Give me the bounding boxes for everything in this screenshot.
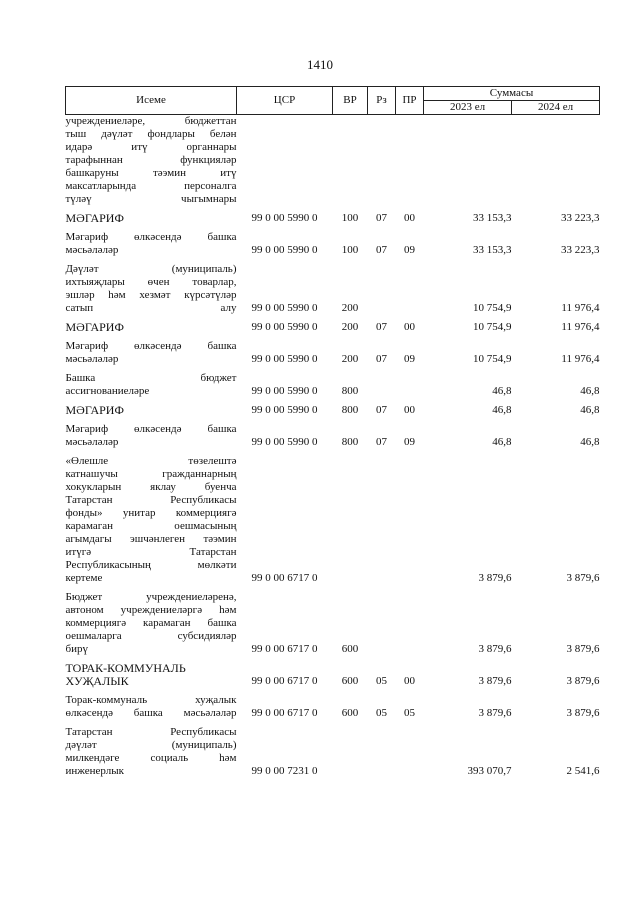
row-name — [66, 231, 237, 257]
table-row — [66, 340, 600, 366]
row-name-line: карамаган оешмасының — [65, 520, 237, 532]
row-vr: 600 — [341, 707, 359, 719]
row-csr: 99 0 00 6717 0 — [251, 707, 318, 719]
row-sum-2024: 11 976,4 — [561, 321, 600, 333]
row-name — [66, 726, 237, 778]
row-sum-2024: 33 223,3 — [561, 244, 600, 256]
row-name-line: Республикасының мөлкәти — [65, 559, 237, 571]
row-sum-2023: 10 754,9 — [473, 353, 512, 365]
table-row — [66, 662, 600, 688]
row-name-line: итүгә Татарстан — [65, 546, 237, 558]
table-row — [66, 726, 600, 778]
row-name-line: МӘГАРИФ — [65, 403, 124, 417]
row-rz — [368, 591, 396, 656]
row-pr — [396, 591, 424, 656]
table-row — [66, 231, 600, 257]
row-pr: 00 — [404, 404, 415, 416]
row-name-line: эшләр һәм хезмәт күрсәтүләр — [65, 289, 237, 301]
table-row — [66, 212, 600, 225]
row-name-line: МӘГАРИФ — [65, 320, 124, 334]
row-vr — [333, 726, 368, 778]
row-name-line: Бюджет учреждениеләренә, — [65, 591, 237, 603]
row-name-line: милкендәге социаль һәм — [65, 752, 237, 764]
row-csr: 99 0 00 6717 0 — [251, 572, 318, 584]
row-name-line: түләү чыгымнары — [65, 193, 237, 205]
row-sum-2024: 33 223,3 — [561, 212, 600, 224]
row-sum-2024: 46,8 — [580, 385, 600, 397]
row-sum-2023: 3 879,6 — [478, 643, 512, 655]
row-name — [66, 321, 237, 334]
row-name-line: өлкәсендә башка мәсьәләләр — [65, 707, 237, 719]
row-name — [66, 591, 237, 656]
row-sum-2024: 3 879,6 — [566, 675, 600, 687]
row-name-line: МӘГАРИФ — [65, 211, 124, 225]
row-name-line: ассигнованиеләре — [65, 385, 150, 397]
row-sum-2023: 33 153,3 — [473, 244, 512, 256]
row-name-line: идарә итү органнары — [65, 141, 237, 153]
row-vr: 600 — [341, 643, 359, 655]
row-rz: 07 — [376, 353, 387, 365]
table-row — [66, 694, 600, 720]
row-sum-2024 — [512, 115, 600, 207]
row-name-line: ТОРАК-КОММУНАЛЬ — [65, 661, 186, 675]
row-rz — [368, 115, 396, 207]
row-rz: 07 — [376, 212, 387, 224]
row-name-line: бирү — [65, 643, 88, 655]
row-name — [66, 662, 237, 688]
row-csr: 99 0 00 5990 0 — [251, 212, 318, 224]
row-rz: 07 — [376, 244, 387, 256]
row-csr: 99 0 00 5990 0 — [251, 385, 318, 397]
table-row — [66, 321, 600, 334]
row-vr — [333, 115, 368, 207]
header-csr: ЦСР — [237, 87, 333, 115]
row-csr: 99 0 00 5990 0 — [251, 436, 318, 448]
row-sum-2024: 3 879,6 — [566, 707, 600, 719]
row-pr — [396, 455, 424, 585]
row-pr: 09 — [404, 244, 415, 256]
row-sum-2023: 3 879,6 — [478, 572, 512, 584]
row-name-line: ХУҖАЛЫК — [65, 674, 129, 688]
table-row — [66, 455, 600, 585]
row-name-line: агымдагы эшчәнлеген тәэмин — [65, 533, 237, 545]
row-sum-2023: 46,8 — [492, 404, 512, 416]
row-sum-2024: 46,8 — [580, 436, 600, 448]
table-row — [66, 423, 600, 449]
row-vr: 200 — [341, 321, 359, 333]
row-name-line: катнашучы гражданнарның — [65, 468, 237, 480]
row-name-line: хокукларын яклау буенча — [65, 481, 237, 493]
row-name-line: учреждениеләре, бюджеттан — [65, 115, 237, 127]
row-rz — [368, 372, 396, 398]
row-name-line: инженерлык — [65, 765, 124, 777]
row-name-line: оешмаларга субсидияләр — [65, 630, 237, 642]
row-vr: 800 — [341, 436, 359, 448]
row-name-line: максатларында персоналга — [65, 180, 237, 192]
row-name — [66, 115, 237, 207]
row-sum-2024: 2 541,6 — [566, 765, 600, 777]
table-row — [66, 372, 600, 398]
row-sum-2023: 393 070,7 — [467, 765, 512, 777]
row-rz — [368, 726, 396, 778]
row-name-line: Мәгариф өлкәсендә башка — [65, 340, 237, 352]
row-name — [66, 455, 237, 585]
row-csr: 99 0 00 5990 0 — [251, 321, 318, 333]
header-rz: Рз — [368, 87, 396, 115]
row-name-line: тыш дәүләт фондлары белән — [65, 128, 237, 140]
row-sum-2023: 10 754,9 — [473, 321, 512, 333]
table-row — [66, 591, 600, 656]
row-csr: 99 0 00 5990 0 — [251, 353, 318, 365]
row-name — [66, 212, 237, 225]
page-number: 1410 — [307, 57, 333, 72]
row-rz: 05 — [376, 707, 387, 719]
row-pr: 00 — [404, 321, 415, 333]
header-2024: 2024 ел — [512, 101, 600, 115]
row-name-line: мәсьәләләр — [65, 353, 119, 365]
row-name-line: Дәүләт (муниципаль) — [65, 263, 237, 275]
row-pr: 09 — [404, 353, 415, 365]
row-sum-2023 — [424, 115, 512, 207]
row-sum-2023: 46,8 — [492, 385, 512, 397]
row-sum-2024: 3 879,6 — [566, 643, 600, 655]
row-name-line: Мәгариф өлкәсендә башка — [65, 423, 237, 435]
row-name — [66, 694, 237, 720]
row-vr — [333, 455, 368, 585]
row-name-line: тарафыннан функцияләр — [65, 154, 237, 166]
row-sum-2023: 33 153,3 — [473, 212, 512, 224]
row-name — [66, 404, 237, 417]
row-rz: 07 — [376, 404, 387, 416]
row-name — [66, 423, 237, 449]
row-pr — [396, 726, 424, 778]
row-sum-2024: 46,8 — [580, 404, 600, 416]
row-name — [66, 340, 237, 366]
header-sums: Суммасы — [424, 87, 600, 101]
row-name-line: дәүләт (муниципаль) — [65, 739, 237, 751]
row-name — [66, 372, 237, 398]
row-vr: 800 — [341, 404, 359, 416]
row-name-line: сатып алу — [65, 302, 237, 314]
row-vr: 100 — [341, 212, 359, 224]
row-vr: 200 — [341, 302, 359, 314]
row-pr — [396, 263, 424, 315]
row-pr: 00 — [404, 212, 415, 224]
row-pr — [396, 115, 424, 207]
row-rz — [368, 455, 396, 585]
row-name-line: мәсьәләләр — [65, 436, 119, 448]
row-pr: 09 — [404, 436, 415, 448]
row-name-line: башкаруны тәэмин итү — [65, 167, 237, 179]
table-row — [66, 263, 600, 315]
table-body — [66, 115, 600, 779]
row-sum-2023: 46,8 — [492, 436, 512, 448]
row-name-line: Мәгариф өлкәсендә башка — [65, 231, 237, 243]
row-vr: 600 — [341, 675, 359, 687]
header-vr: ВР — [333, 87, 368, 115]
row-name-line: ихтыяҗлары өчен товарлар, — [65, 276, 237, 288]
row-name-line: мәсьәләләр — [65, 244, 119, 256]
row-csr: 99 0 00 6717 0 — [251, 643, 318, 655]
row-name-line: фонды» унитар коммерциягә — [65, 507, 237, 519]
row-rz — [368, 263, 396, 315]
row-sum-2023: 10 754,9 — [473, 302, 512, 314]
row-csr: 99 0 00 6717 0 — [251, 675, 318, 687]
row-vr: 200 — [341, 353, 359, 365]
row-sum-2023: 3 879,6 — [478, 707, 512, 719]
budget-table — [65, 86, 600, 778]
row-sum-2024: 3 879,6 — [566, 572, 600, 584]
row-name-line: автоном учреждениеләргә һәм — [65, 604, 237, 616]
row-rz: 07 — [376, 436, 387, 448]
table-row — [66, 404, 600, 417]
row-name — [66, 263, 237, 315]
row-vr: 100 — [341, 244, 359, 256]
row-name-line: коммерциягә карамаган башка — [65, 617, 237, 629]
row-csr: 99 0 00 5990 0 — [251, 302, 318, 314]
table-row — [66, 115, 600, 207]
row-name-line: кертеме — [65, 572, 103, 584]
row-name-line: Татарстан Республикасы — [65, 726, 237, 738]
row-sum-2024: 11 976,4 — [561, 353, 600, 365]
header-name: Исеме — [66, 87, 237, 115]
row-name-line: Торак-коммуналь хуҗалык — [65, 694, 237, 706]
row-vr: 800 — [341, 385, 359, 397]
header-pr: ПР — [396, 87, 424, 115]
row-name-line: Татарстан Республикасы — [65, 494, 237, 506]
row-csr: 99 0 00 5990 0 — [251, 404, 318, 416]
row-pr — [396, 372, 424, 398]
row-rz: 07 — [376, 321, 387, 333]
header-2023: 2023 ел — [424, 101, 512, 115]
row-name-line: «Өлешле төзелештә — [65, 455, 237, 467]
row-csr — [237, 115, 333, 207]
row-csr: 99 0 00 5990 0 — [251, 244, 318, 256]
row-name-line: Башка бюджет — [65, 372, 237, 384]
row-pr: 00 — [404, 675, 415, 687]
row-csr: 99 0 00 7231 0 — [251, 765, 318, 777]
row-pr: 05 — [404, 707, 415, 719]
row-sum-2023: 3 879,6 — [478, 675, 512, 687]
row-rz: 05 — [376, 675, 387, 687]
row-sum-2024: 11 976,4 — [561, 302, 600, 314]
